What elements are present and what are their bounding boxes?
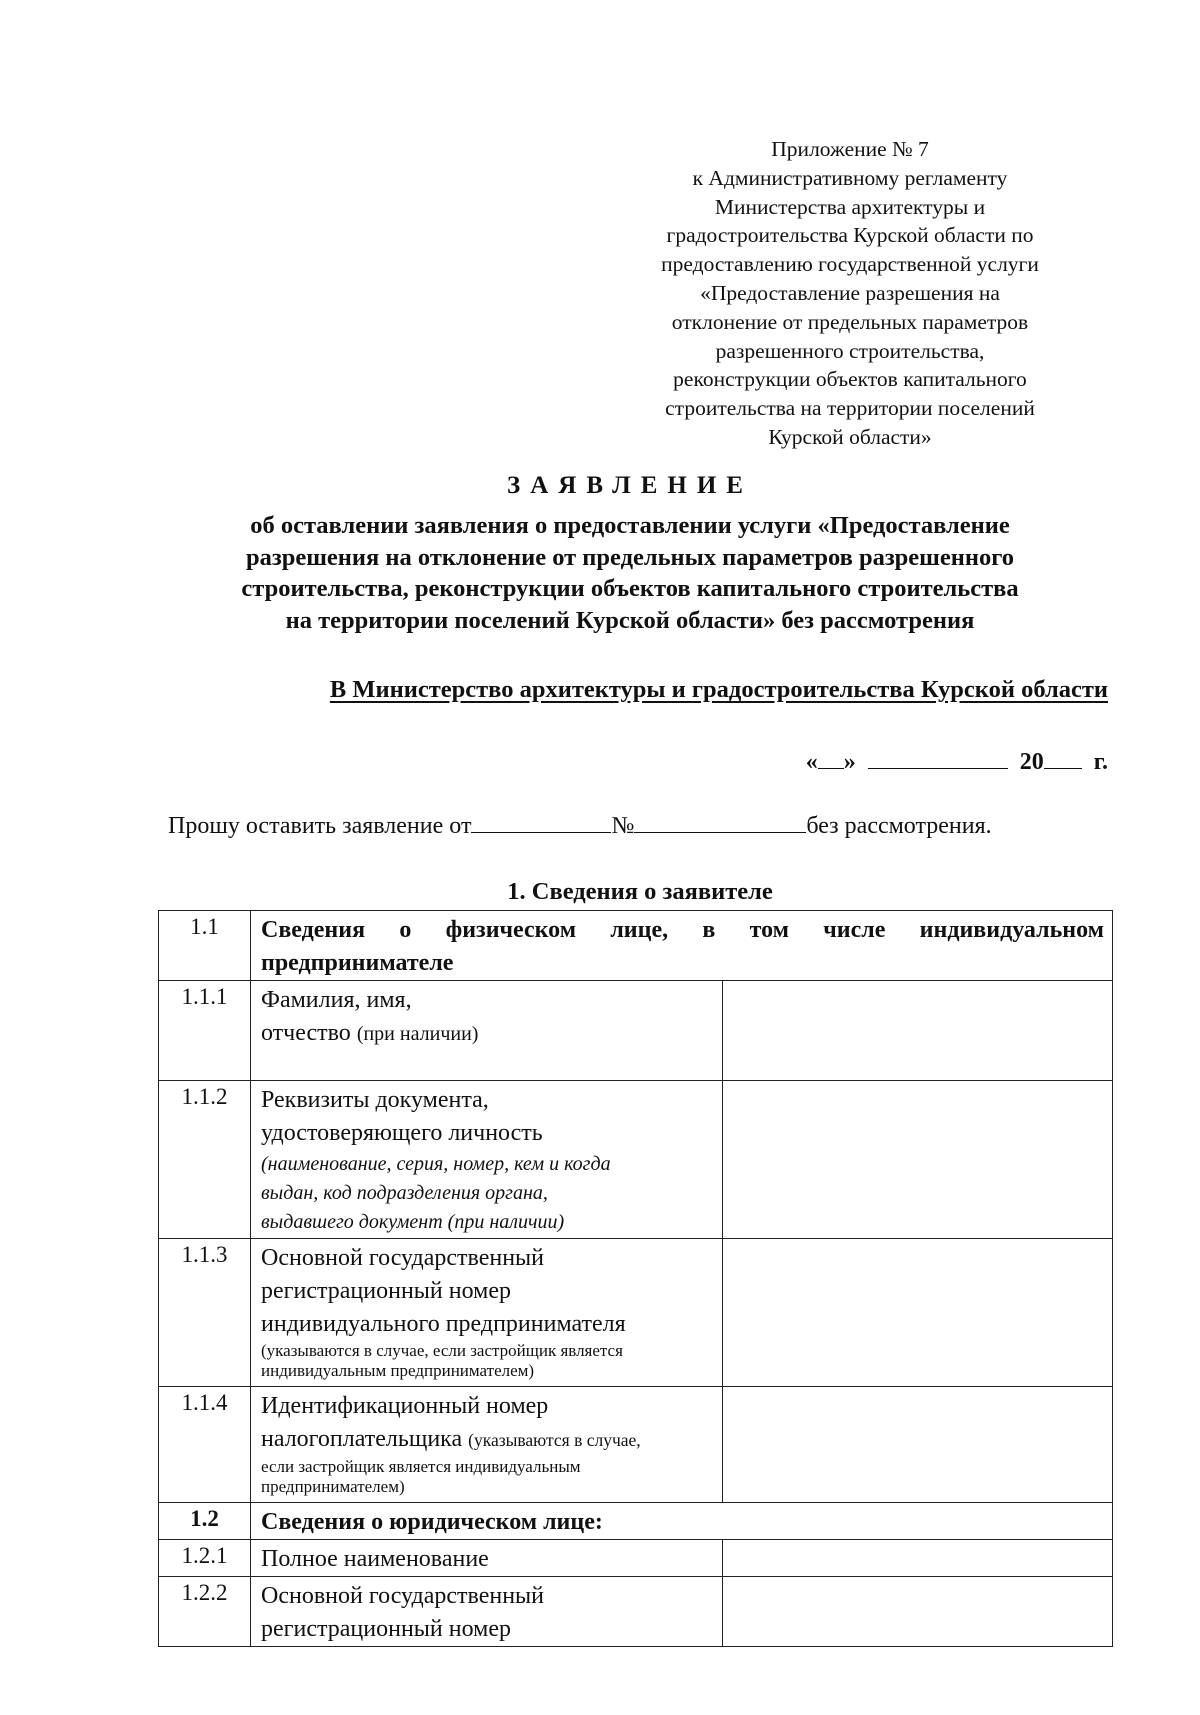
row-label: [251, 1387, 723, 1503]
row-label-line: Основной государственный: [261, 1245, 545, 1271]
row-number: 1.1.1: [159, 981, 251, 1081]
row-note: если застройщик является индивидуальным: [261, 1457, 581, 1476]
row-number: 1.2.1: [159, 1540, 251, 1577]
row-label: [251, 1239, 723, 1387]
appendix-line: разрешенного строительства,: [715, 338, 985, 363]
row-label-line: Реквизиты документа,: [261, 1087, 489, 1113]
appendix-line: отклонение от предельных параметров: [671, 309, 1029, 334]
row-label-line: [261, 1017, 714, 1051]
row-note: (указываются в случае, если застройщик является: [261, 1341, 623, 1360]
year-suffix: г.: [1093, 749, 1108, 775]
row-hint: (указываются в случае,: [468, 1430, 641, 1450]
row-hint: (при наличии): [356, 1023, 479, 1045]
row-label: Полное наименование: [251, 1540, 723, 1577]
appendix-line: Курской области»: [768, 424, 932, 449]
appendix-line: градостроительства Курской области по: [666, 223, 1034, 248]
date-line: [700, 748, 1108, 776]
row-number: 1.2: [159, 1503, 251, 1540]
value-cell[interactable]: [723, 1577, 1113, 1647]
application-number-blank[interactable]: [634, 812, 806, 833]
year-prefix: 20: [1019, 749, 1044, 775]
row-label: [251, 1081, 723, 1239]
request-number-sign: №: [611, 813, 635, 839]
row-number: 1.1: [159, 911, 251, 981]
date-close-quote: »: [843, 749, 856, 775]
row-label-line: Идентификационный номер: [261, 1393, 549, 1419]
subtitle-line: на территории поселений Курской области» без рассмотрения: [285, 606, 975, 634]
document-title: ЗАЯВЛЕНИЕ: [507, 472, 753, 499]
row-note: индивидуальным предпринимателем): [261, 1361, 535, 1380]
row-label: Сведения о юридическом лице:: [251, 1503, 1113, 1540]
row-label-line: [261, 1423, 714, 1457]
request-line: [168, 812, 1108, 840]
table-row: [159, 1239, 1113, 1387]
appendix-line: «Предоставление разрешения на: [700, 280, 1000, 305]
row-label-text: налогоплательщика: [261, 1426, 463, 1452]
value-cell[interactable]: [723, 1387, 1113, 1503]
row-hint: выдавшего документ (при наличии): [261, 1211, 565, 1233]
row-label-line: предпринимателе: [261, 950, 454, 976]
appendix-line: Приложение № 7: [771, 137, 929, 161]
appendix-header: [620, 135, 1080, 452]
document-subtitle: [150, 510, 1110, 636]
row-label-line: Фамилия, имя,: [261, 987, 412, 1013]
row-number: 1.1.4: [159, 1387, 251, 1503]
row-label-line: удостоверяющего личность: [261, 1120, 543, 1146]
addressee-ministry: В Министерство архитектуры и градостроительства Курской области: [329, 676, 1108, 703]
table-row: [159, 1503, 1113, 1540]
row-number: 1.1.3: [159, 1239, 251, 1387]
row-label-line: регистрационный номер: [261, 1278, 511, 1304]
table-row: [159, 1540, 1113, 1577]
subtitle-line: об оставлении заявления о предоставлении услуги «Предоставление: [250, 512, 1010, 539]
row-hint: (наименование, серия, номер, кем и когда: [261, 1153, 611, 1175]
value-cell[interactable]: [723, 1540, 1113, 1577]
date-open-quote: «: [805, 749, 818, 775]
appendix-line: предоставлению государственной услуги: [661, 252, 1039, 277]
row-label-line: регистрационный номер: [261, 1616, 511, 1642]
row-label-line: Сведения о физическом лице, в том числе индивидуальном: [261, 917, 1104, 943]
row-note: предпринимателем): [261, 1477, 405, 1496]
row-label: [251, 981, 723, 1081]
section-title: 1. Сведения о заявителе: [507, 878, 773, 905]
value-cell[interactable]: [723, 1239, 1113, 1387]
appendix-line: к Административному регламенту: [692, 165, 1008, 190]
appendix-line: строительства на территории поселений: [665, 396, 1035, 421]
request-text-end: без рассмотрения.: [806, 813, 992, 839]
table-row: [159, 1081, 1113, 1239]
table-row: [159, 911, 1113, 981]
row-label: [251, 1577, 723, 1647]
row-label-text: отчество: [261, 1020, 351, 1046]
row-number: 1.2.2: [159, 1577, 251, 1647]
table-row: [159, 981, 1113, 1081]
subtitle-line: разрешения на отклонение от предельных параметров разрешенного: [246, 543, 1014, 571]
value-cell[interactable]: [723, 1081, 1113, 1239]
year-blank[interactable]: [1044, 748, 1082, 769]
applicant-info-table: [158, 910, 1113, 1647]
day-blank[interactable]: [818, 748, 844, 769]
appendix-line: Министерства архитектуры и: [714, 194, 986, 219]
row-hint: выдан, код подразделения органа,: [261, 1182, 548, 1204]
row-number: 1.1.2: [159, 1081, 251, 1239]
row-label: [251, 911, 1113, 981]
request-text-start: Прошу оставить заявление от: [168, 813, 472, 839]
subtitle-line: строительства, реконструкции объектов капитального строительства: [241, 575, 1019, 602]
month-blank[interactable]: [868, 748, 1008, 769]
appendix-line: реконструкции объектов капитального: [673, 367, 1027, 392]
value-cell[interactable]: [723, 981, 1113, 1081]
row-label-line: индивидуального предпринимателя: [261, 1311, 626, 1337]
table-row: [159, 1387, 1113, 1503]
application-date-blank[interactable]: [471, 812, 611, 833]
table-row: [159, 1577, 1113, 1647]
row-label-line: Основной государственный: [261, 1583, 545, 1609]
